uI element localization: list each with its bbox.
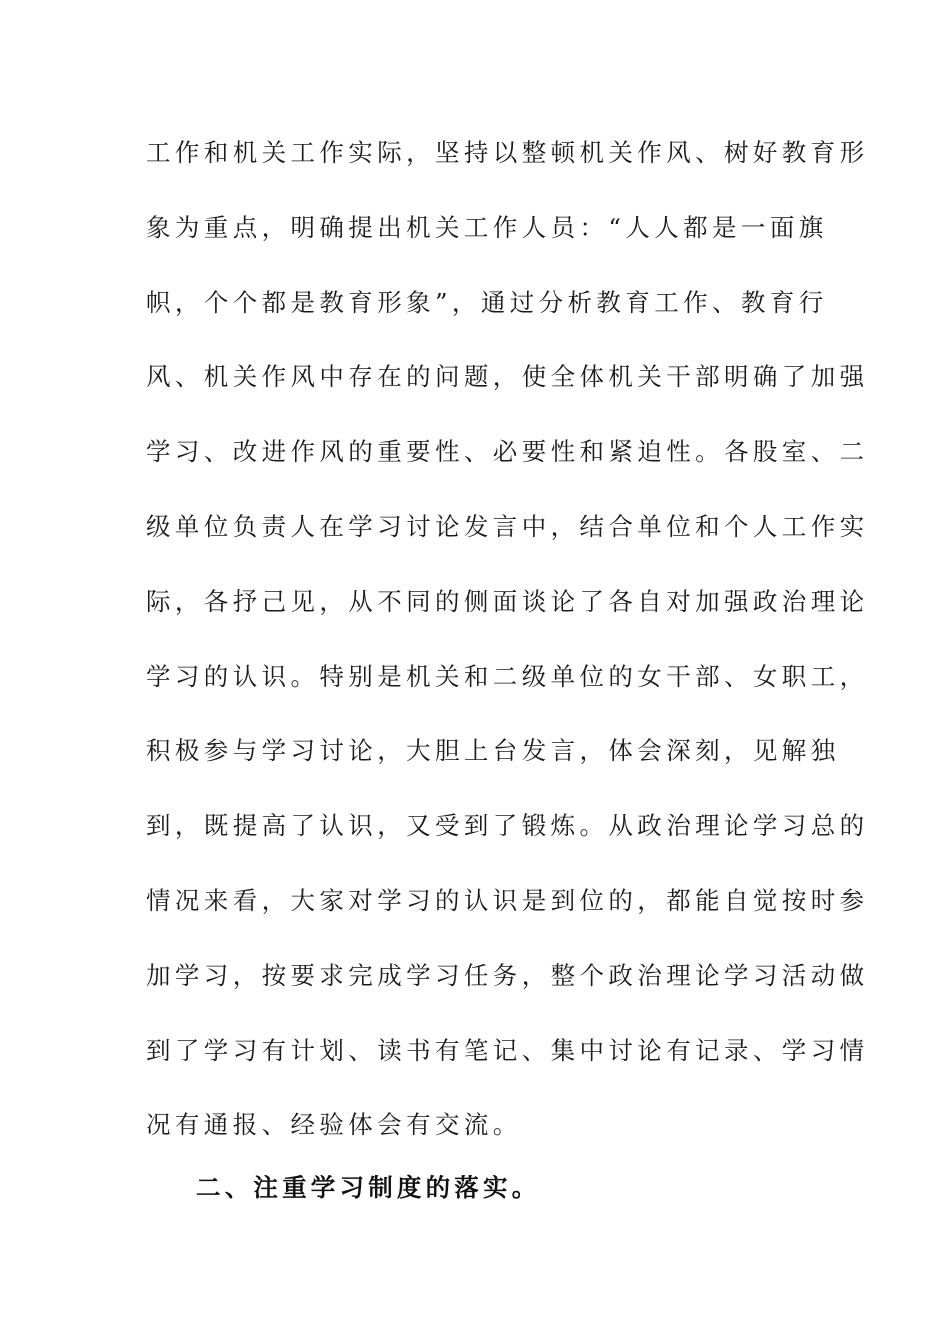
paragraph-line: 学习的认识。特别是机关和二级单位的女干部、女职工，: [146, 661, 869, 691]
paragraph-line: 帜，个个都是教育形象”，通过分析教育工作、教育行: [146, 287, 828, 317]
paragraph-line: 到，既提高了认识，又受到了锻炼。从政治理论学习总的: [146, 811, 869, 841]
paragraph-line: 级单位负责人在学习讨论发言中，结合单位和个人工作实: [146, 511, 869, 541]
paragraph-line: 风、机关作风中存在的问题，使全体机关干部明确了加强: [146, 362, 869, 392]
paragraph-line: 学习、改进作风的重要性、必要性和紧迫性。各股室、二: [146, 437, 869, 467]
paragraph-line: 情况来看，大家对学习的认识是到位的，都能自觉按时参: [146, 885, 869, 915]
section-heading: 二、注重学习制度的落实。: [196, 1173, 541, 1202]
paragraph-line: 积极参与学习讨论，大胆上台发言，体会深刻，见解独: [146, 736, 840, 766]
paragraph-line: 象为重点，明确提出机关工作人员：“人人都是一面旗: [146, 212, 828, 242]
paragraph-line: 际，各抒己见，从不同的侧面谈论了各自对加强政治理论: [146, 586, 869, 616]
body-paragraph: [146, 127, 869, 1174]
paragraph-line: 到了学习有计划、读书有笔记、集中讨论有记录、学习情: [146, 1035, 869, 1065]
paragraph-line: 加学习，按要求完成学习任务，整个政治理论学习活动做: [146, 960, 869, 990]
paragraph-line: 况有通报、经验体会有交流。: [146, 1110, 522, 1140]
paragraph-line: 工作和机关工作实际，坚持以整顿机关作风、树好教育形: [146, 138, 869, 167]
